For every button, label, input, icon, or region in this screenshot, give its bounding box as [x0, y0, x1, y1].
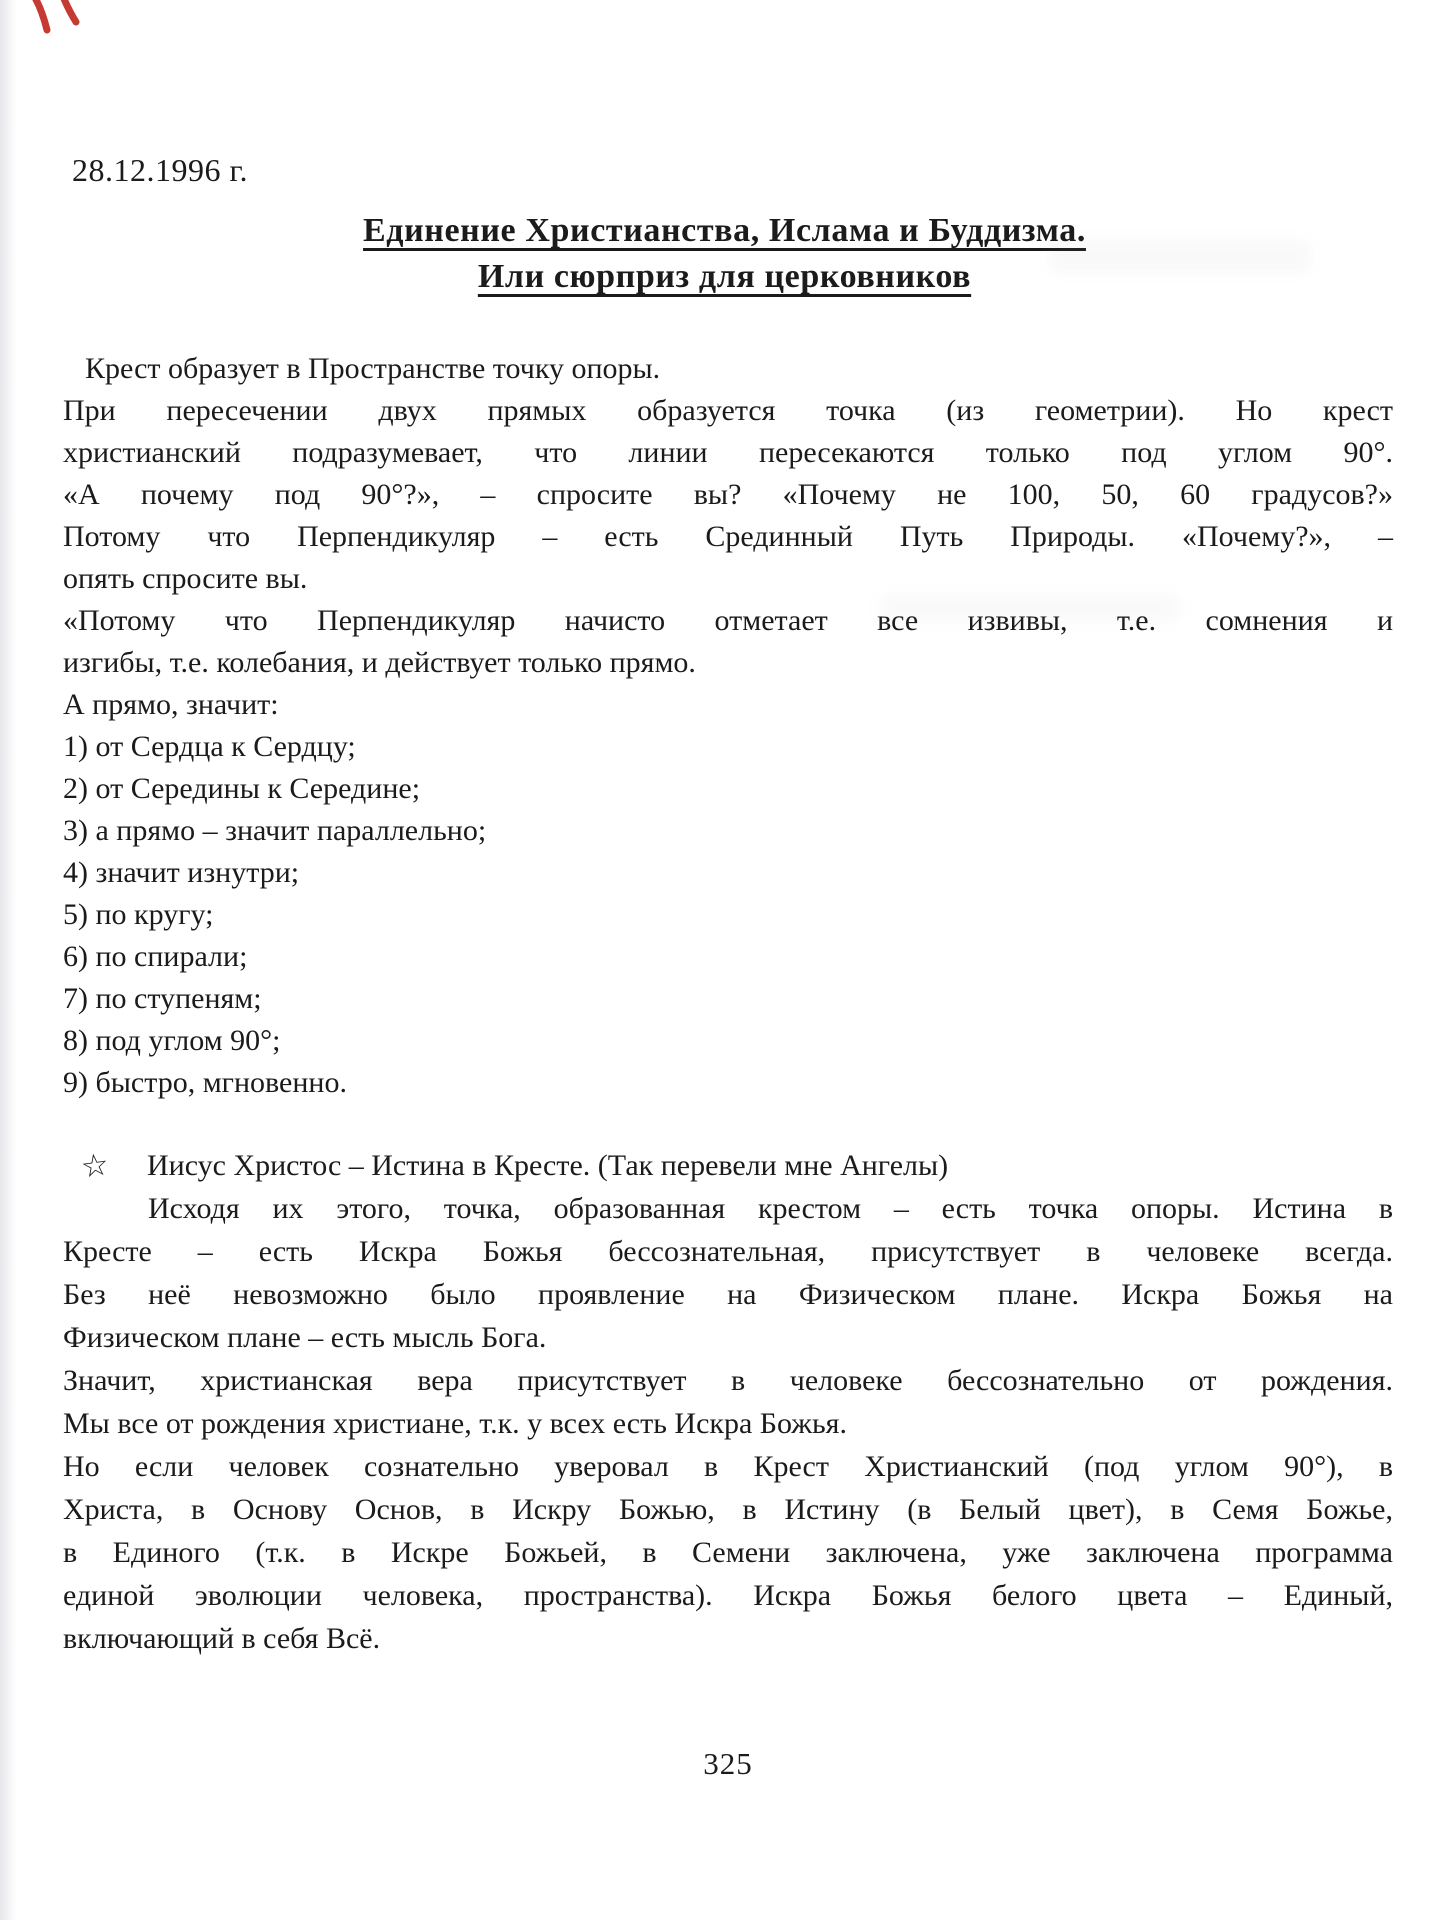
text-line: в Единого (т.к. в Искре Божьей, в Семени заключена, уже заключена программа: [63, 1536, 1393, 1569]
document-title: [0, 208, 1449, 300]
list-item: 1) от Сердца к Сердцу;: [63, 730, 356, 763]
body-text: [63, 348, 1393, 1660]
text-line: единой эволюции человека, пространства). Искра Божья белого цвета – Единый,: [63, 1579, 1393, 1612]
text-line: А прямо, значит:: [63, 688, 279, 721]
list-item: 5) по кругу;: [63, 898, 214, 931]
star-icon: ☆: [78, 1146, 112, 1186]
list-item: 2) от Середины к Середине;: [63, 772, 421, 805]
text-line: изгибы, т.е. колебания, и действует только прямо.: [63, 646, 696, 679]
title-line-1: Единение Христианства, Ислама и Буддизма.: [363, 212, 1086, 249]
page-number: 325: [703, 1746, 753, 1781]
text-line: опять спросите вы.: [63, 562, 308, 595]
list-item: 8) под углом 90°;: [63, 1024, 281, 1057]
list-item: 7) по ступеням;: [63, 982, 262, 1015]
text-line: «А почему под 90°?», – спросите вы? «Почему не 100, 50, 60 градусов?»: [63, 478, 1393, 511]
entry-date: 28.12.1996 г.: [72, 152, 249, 188]
text-line: включающий в себя Всё.: [63, 1622, 381, 1655]
list-item: 9) быстро, мгновенно.: [63, 1066, 347, 1099]
text-line: Крест образует в Пространстве точку опоры.: [85, 352, 661, 385]
text-line: При пересечении двух прямых образуется точка (из геометрии). Но крест: [63, 394, 1393, 427]
text-line: Кресте – есть Искра Божья бессознательная, присутствует в человеке всегда.: [63, 1235, 1393, 1268]
list-item: 4) значит изнутри;: [63, 856, 300, 889]
text-line: Физическом плане – есть мысль Бога.: [63, 1321, 547, 1354]
star-line-text: Иисус Христос – Истина в Кресте. (Так перевели мне Ангелы): [147, 1149, 949, 1182]
text-line: Исходя их этого, точка, образованная крестом – есть точка опоры. Истина в: [148, 1192, 1393, 1225]
red-pen-mark: [26, 0, 96, 38]
text-line: Христа, в Основу Основ, в Искру Божью, в Истину (в Белый цвет), в Семя Божье,: [63, 1493, 1393, 1526]
text-line: Значит, христианская вера присутствует в человеке бессознательно от рождения.: [63, 1364, 1393, 1397]
blank-line: [63, 1104, 1393, 1144]
text-line: Мы все от рождения христиане, т.к. у всех есть Искра Божья.: [63, 1407, 847, 1440]
text-line: Потому что Перпендикуляр – есть Срединный Путь Природы. «Почему?», –: [63, 520, 1393, 553]
text-line: Но если человек сознательно уверовал в Крест Христианский (под углом 90°), в: [63, 1450, 1393, 1483]
list-item: 6) по спирали;: [63, 940, 248, 973]
title-line-2: Или сюрприз для церковников: [477, 258, 972, 295]
star-line: [63, 1144, 1393, 1187]
text-line: «Потому что Перпендикуляр начисто отметает все извивы, т.е. сомнения и: [63, 604, 1393, 637]
text-line: Без неё невозможно было проявление на Физическом плане. Искра Божья на: [63, 1278, 1393, 1311]
text-line: христианский подразумевает, что линии пересекаются только под углом 90°.: [63, 436, 1393, 469]
list-item: 3) а прямо – значит параллельно;: [63, 814, 487, 847]
